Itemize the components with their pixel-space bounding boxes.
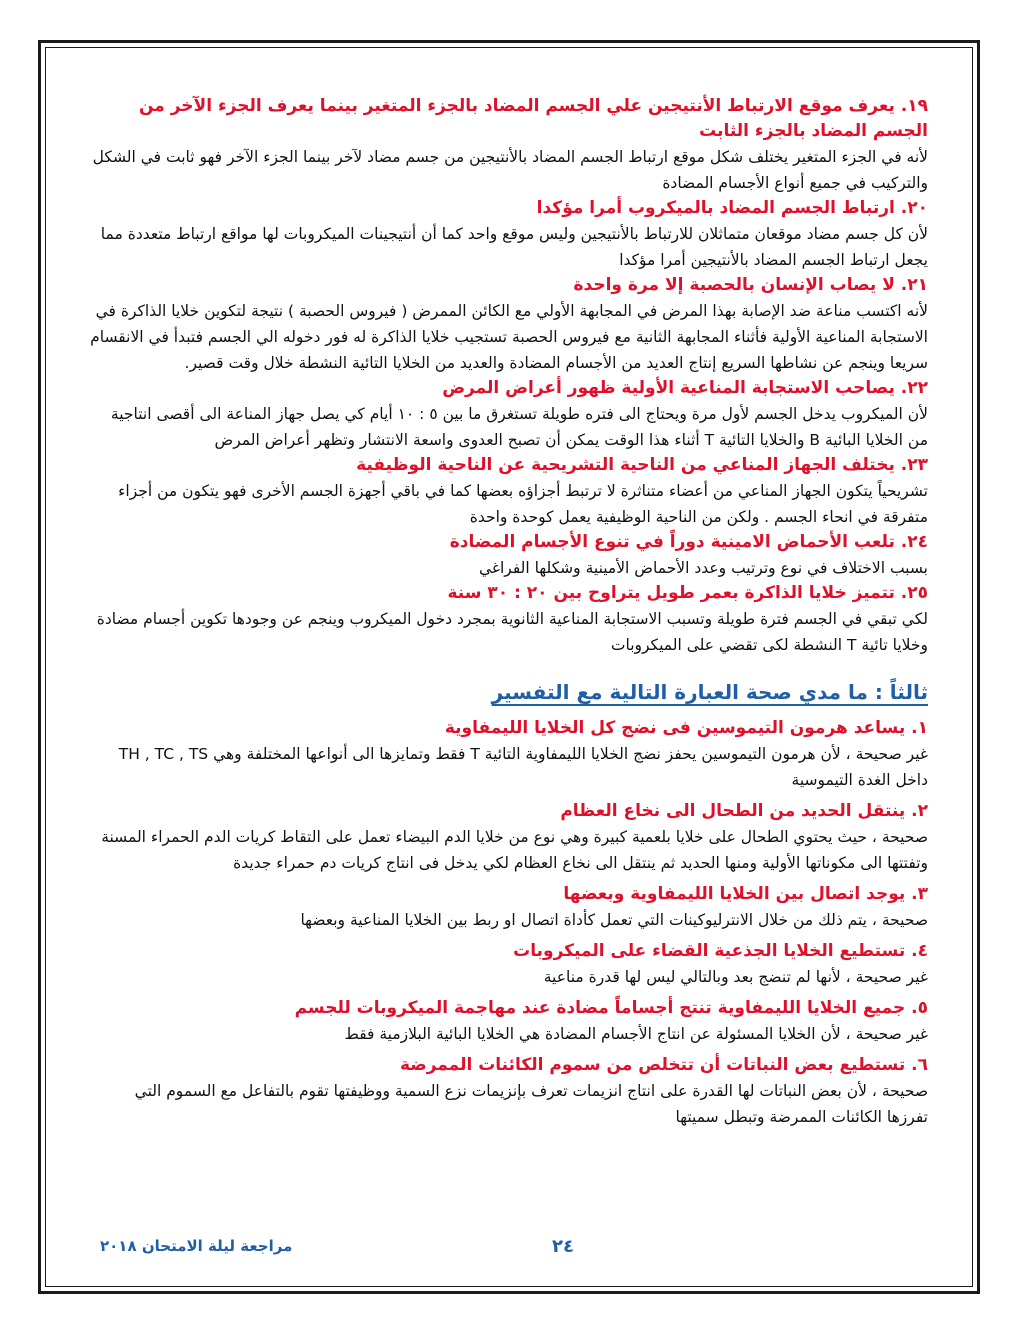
page-footer [90,1232,928,1262]
answer-text: بسبب الاختلاف في نوع وترتيب وعدد الأحماض الأمينية وشكلها الفراغي [478,559,928,577]
statement-text: ١. يساعد هرمون التيموسين فى نضج كل الخلايا الليمفاوية [444,718,928,738]
list-item-5 [90,996,928,1047]
statement-text: ٦. تستطيع بعض النباتات أن تتخلص من سموم الكائنات الممرضة [399,1055,928,1075]
page-number: ٢٤ [552,1236,574,1257]
qa-item-21 [90,273,928,376]
answer-text: لأنه اكتسب مناعة ضد الإصابة بهذا المرض في المجابهة الأولي مع الكائن الممرض ( فيروس الحصبة ) نتيجة لتكوين خلايا الذاكرة في الاستجابة المناعية الأولية فأثناء المجابهة الثانية مع فيروس الحصبة تستجيب خلايا الذاكرة له فور دخوله الي الجسم فتبدأ في الانقسام سريعا وينجم عن نشاطها السريع إنتاج العديد من الأجسام المضادة والعديد من الخلايا التائية النشطة خلال وقت قصير. [90,302,928,372]
answer-text [90,741,928,793]
qa-item-25 [90,581,928,658]
cell-symbols: TH , TC , TS [118,745,209,763]
answer-text: صحيحة ، لأن بعض النباتات لها القدرة على انتاج انزيمات تعرف بإنزيمات نزع السمية ووظيفتها تقوم بالتفاعل مع السموم التي تفرزها الكائنات الممرضة وتبطل سميتها [134,1082,928,1126]
question-text: ٢٣. يختلف الجهاز المناعي من الناحية التشريحية عن الناحية الوظيفية [356,455,928,475]
answer-text: لأنه في الجزء المتغير يختلف شكل موقع ارتباط الجسم المضاد بالأنتيجين من جسم مضاد لآخر بينما الجزء الآخر فهو ثابت في الشكل والتركيب في جميع أنواع الأجسام المضادة [92,148,928,192]
list-item-2 [90,799,928,876]
answer-text: صحيحة ، يتم ذلك من خلال الانترليوكينات التي تعمل كأداة اتصال او ربط بين الخلايا المناعية وبعضها [300,911,928,929]
question-text: ٢٢. يصاحب الاستجابة المناعية الأولية ظهور أعراض المرض [442,378,928,398]
question-text: ٢٤. تلعب الأحماض الامينية دوراً في تنوع الأجسام المضادة [449,532,928,552]
question-text: ٢٠. ارتباط الجسم المضاد بالميكروب أمرا مؤكدا [536,198,928,218]
list-item-6 [90,1053,928,1130]
statement-text: ٥. جميع الخلايا الليمفاوية تنتج أجساماً مضادة عند مهاجمة الميكروبات للجسم [294,998,928,1018]
statement-text: ٤. تستطيع الخلايا الجذعية القضاء على الميكروبات [513,941,928,961]
question-text: ٢٥. تتميز خلايا الذاكرة بعمر طويل يتراوح بين ٢٠ : ٣٠ سنة [447,583,928,603]
qa-item-23 [90,453,928,530]
answer-main: غير صحيحة ، لأن هرمون التيموسين يحفز نضج الخلايا الليمفاوية التائية T فقط وتمايزها الى أنواعها المختلفة وهي [213,745,928,763]
qa-item-24 [90,530,928,581]
qa-item-19 [90,94,928,196]
page-content [90,94,928,1130]
statement-text: ٣. يوجد اتصال بين الخلايا الليمفاوية وبعضها [563,884,928,904]
answer-text: غير صحيحة ، لأنها لم تنضج بعد وبالتالي ليس لها قدرة مناعية [543,968,928,986]
section-title: ثالثاً : ما مدي صحة العبارة التالية مع التفسير [491,680,928,704]
footer-title: مراجعة ليلة الامتحان ٢٠١٨ [100,1237,293,1255]
answer-tail: داخل الغدة التيموسية [791,771,928,789]
answer-text: لكي تبقي في الجسم فترة طويلة وتسبب الاستجابة المناعية الثانوية بمجرد دخول الميكروب وينجم عن وجودها تكوين أجسام مضادة وخلايا تائية T النشطة لكى تقضي على الميكروبات [96,610,928,654]
list-item-4 [90,939,928,990]
answer-text: تشريحياً يتكون الجهاز المناعي من أعضاء متناثرة لا ترتبط أجزاؤه بعضها كما في باقي أجهزة الجسم الأخرى فهو يتكون من أجزاء متفرقة في انحاء الجسم . ولكن من الناحية الوظيفية يعمل كوحدة واحدة [118,482,928,526]
list-item-3 [90,882,928,933]
question-text: ٢١. لا يصاب الإنسان بالحصبة إلا مرة واحدة [573,275,928,295]
answer-text: لأن الميكروب يدخل الجسم لأول مرة ويحتاج الى فتره طويلة تستغرق ما بين ٥ : ١٠ أيام كي يصل جهاز المناعة الى أقصى انتاجية من الخلايا البائية B والخلايا التائية T أثناء هذا الوقت يمكن أن تصبح العدوى واسعة الانتشار وتظهر أعراض المرض [110,405,928,449]
answer-text: غير صحيحة ، لأن الخلايا المسئولة عن انتاج الأجسام المضادة هي الخلايا البائية البلازمية فقط [344,1025,928,1043]
qa-item-22 [90,376,928,453]
answer-text: صحيحة ، حيث يحتوي الطحال على خلايا بلعمية كبيرة وهي نوع من خلايا الدم البيضاء تعمل على التقاط كريات الدم الحمراء المسنة وتفتتها الى مكوناتها الأولية ومنها الحديد ثم ينتقل الى نخاع العظام لكي يدخل فى انتاج كريات دم حمراء جديدة [101,828,928,872]
qa-item-20 [90,196,928,273]
question-text: ١٩. يعرف موقع الارتباط الأنتيجين علي الجسم المضاد بالجزء المتغير بينما يعرف الجزء الآخر من الجسم المضاد بالجزء الثابت [138,96,928,141]
answer-text: لأن كل جسم مضاد موقعان متماثلان للارتباط بالأنتيجين وليس موقع واحد كما أن أنتيجينات الميكروبات لها مواقع ارتباط متعددة مما يجعل ارتباط الجسم المضاد بالأنتيجين أمرا مؤكدا [100,225,928,269]
list-item-1 [90,716,928,793]
statement-text: ٢. ينتقل الحديد من الطحال الى نخاع العظام [560,801,928,821]
